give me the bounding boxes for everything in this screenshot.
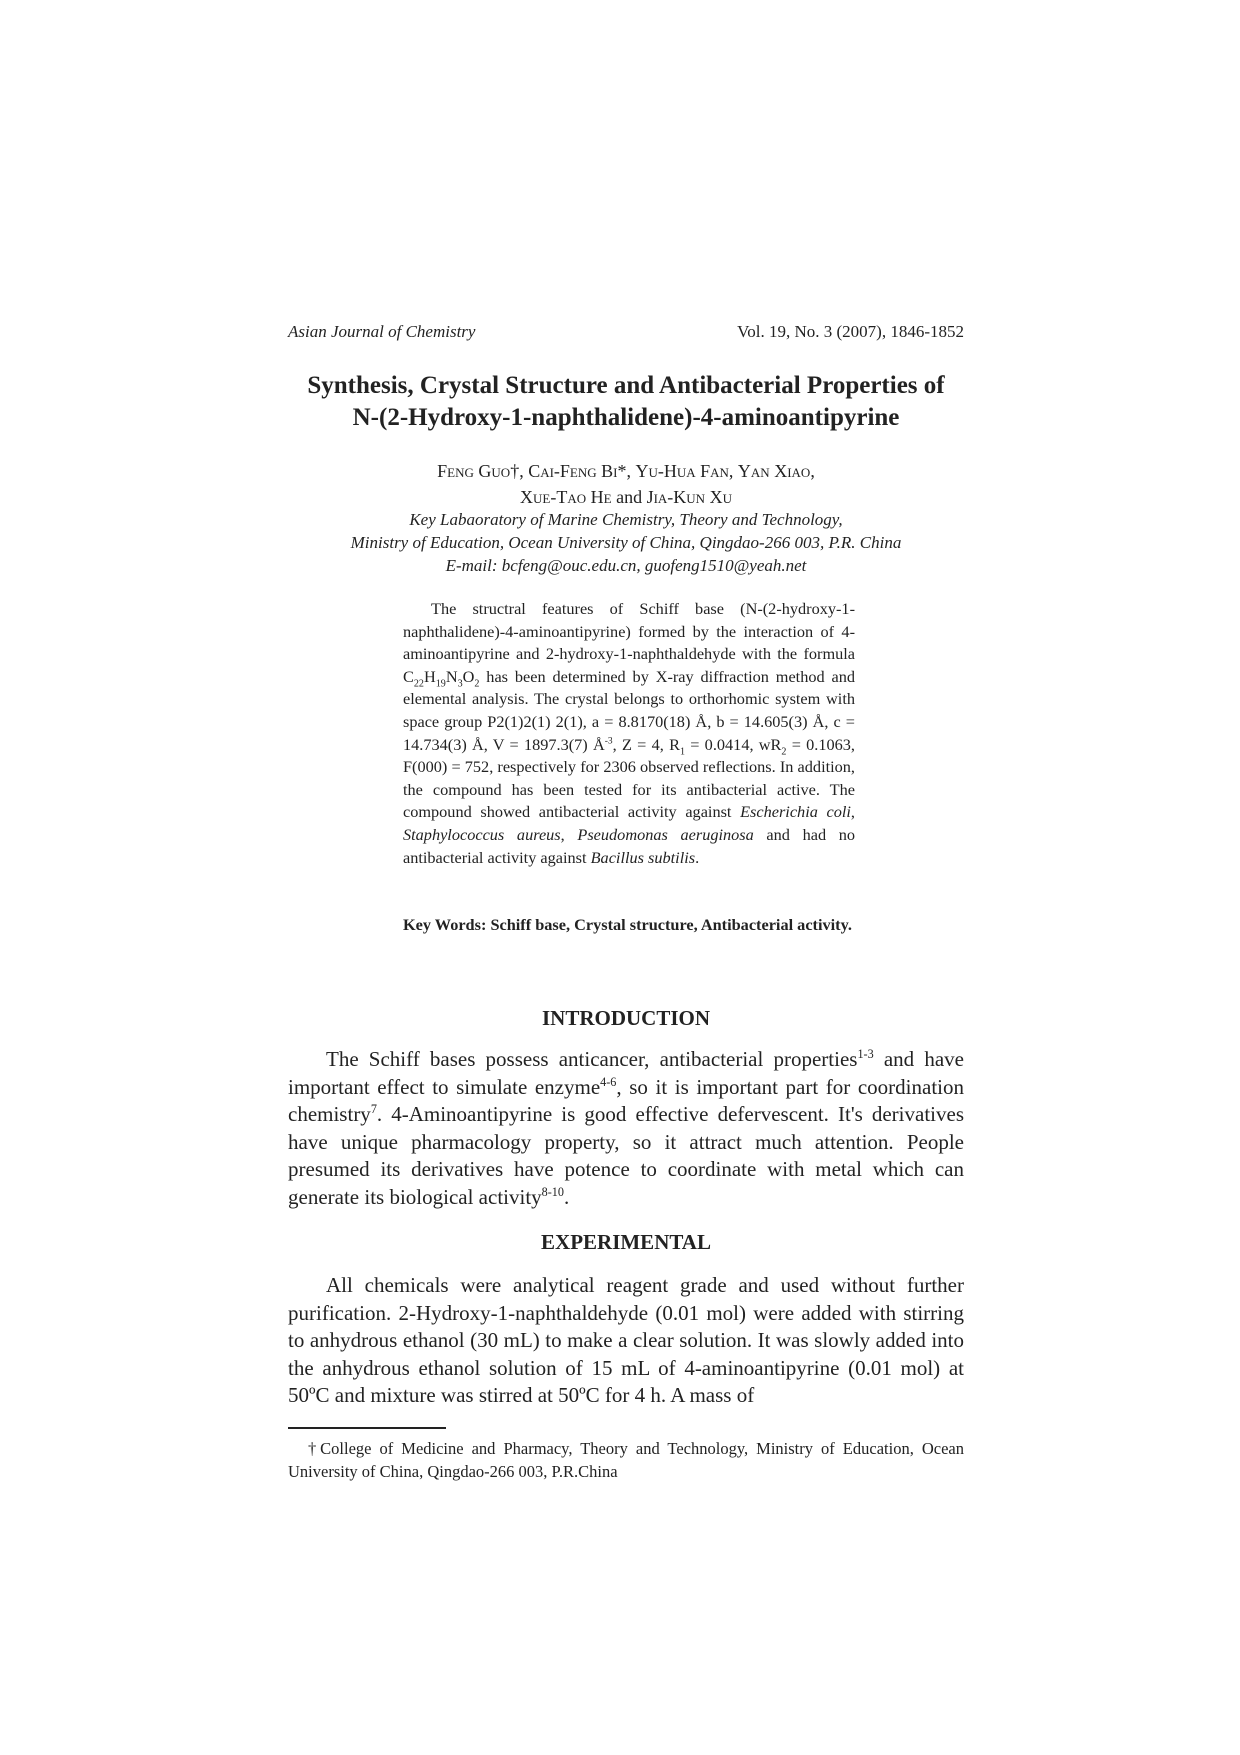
footnote-rule bbox=[288, 1427, 446, 1429]
subscript: 1 bbox=[679, 745, 685, 757]
paper-title bbox=[288, 370, 964, 434]
subscript: 3 bbox=[457, 678, 463, 690]
author-name: Cai-Feng Bi bbox=[528, 461, 618, 481]
superscript: -3 bbox=[604, 736, 613, 747]
experimental-body bbox=[288, 1272, 964, 1410]
body-text: , so it is important part for coordination chemistry bbox=[288, 1074, 964, 1127]
experimental-paragraph: All chemicals were analytical reagent grade and used without further purification. 2-Hydroxy-1-naphthaldehyde (0.01 mol) were added with stirring to anhydrous ethanol (30 mL) to make a clear solution. It was slowly added into the anhydrous ethanol solution of 15 mL of 4-aminoantipyrine (0.01 mol) at 50ºC and mixture was stirred at 50ºC for 4 h. A mass of bbox=[288, 1273, 964, 1408]
body-text: The Schiff bases possess anticancer, antibacterial properties bbox=[326, 1047, 858, 1071]
author-line-1 bbox=[288, 458, 964, 484]
author-separator: , bbox=[810, 461, 815, 481]
running-header bbox=[288, 322, 964, 348]
species-name: Bacillus subtilis bbox=[590, 847, 696, 867]
citation-ref: 8-10 bbox=[541, 1184, 564, 1199]
abstract-text: . bbox=[695, 847, 700, 867]
author-separator: , bbox=[728, 461, 738, 481]
citation-ref: 7 bbox=[370, 1102, 377, 1117]
citation-ref: 4-6 bbox=[600, 1074, 617, 1089]
abstract-text: N bbox=[445, 666, 458, 686]
email-line: E-mail: bcfeng@ouc.edu.cn, guofeng1510@yeah.net bbox=[445, 556, 807, 575]
author-name: Jia-Kun Xu bbox=[646, 487, 732, 507]
keywords: Key Words: Schiff base, Crystal structure, Antibacterial activity. bbox=[403, 915, 852, 934]
affiliation-line-2: Ministry of Education, Ocean University of China, Qingdao-266 003, P.R. China bbox=[350, 533, 902, 552]
abstract-text: , bbox=[850, 802, 855, 822]
species-name: Escherichia coli bbox=[740, 802, 851, 822]
footnote bbox=[288, 1437, 964, 1483]
author-conjunction: and bbox=[611, 487, 647, 507]
footnote-text: †College of Medicine and Pharmacy, Theory and Technology, Ministry of Education, Ocean University of China, Qingdao-266 003, P.R.China bbox=[288, 1439, 964, 1481]
species-name: Pseudomonas aeruginosa bbox=[577, 824, 754, 844]
affiliation-line-1: Key Labaoratory of Marine Chemistry, Theory and Technology, bbox=[409, 510, 843, 529]
affiliation bbox=[288, 508, 964, 577]
author-name: Xue-Tao He bbox=[520, 487, 612, 507]
introduction-heading: INTRODUCTION bbox=[541, 1006, 711, 1030]
introduction-paragraph bbox=[288, 1046, 964, 1212]
title-line-1: Synthesis, Crystal Structure and Antibacterial Properties of bbox=[307, 372, 945, 399]
title-line-2: N-(2-Hydroxy-1-naphthalidene)-4-aminoantipyrine bbox=[352, 404, 900, 431]
body-text: . bbox=[563, 1184, 570, 1209]
abstract-text: H bbox=[423, 666, 436, 686]
author-mark: †, bbox=[510, 461, 529, 481]
subscript: 19 bbox=[435, 678, 446, 690]
body-text: and have important effect to simulate enzyme bbox=[288, 1047, 964, 1099]
abstract-text: and had no antibacterial activity against bbox=[403, 824, 856, 867]
author-line-2 bbox=[288, 484, 964, 510]
citation-ref: 1-3 bbox=[857, 1047, 874, 1061]
species-name: Staphylococcus aureus bbox=[403, 824, 561, 844]
author-name: Yu-Hua Fan bbox=[635, 461, 729, 481]
author-mark: *, bbox=[617, 461, 636, 481]
abstract-text: The structral features of Schiff base (N-(2-hydroxy-1-naphthalidene)-4-aminoantipyrine) formed by the interaction of 4-aminoantipyrine and 2-hydroxy-1-naphthaldehyde with the formula C bbox=[403, 599, 855, 686]
abstract-text: = 0.1063, F(000) = 752, respectively for 2306 observed reflections. In addition, the compound has been tested for its antibacterial active. The compound showed antibacterial activity against bbox=[403, 734, 855, 822]
author-name: Feng Guo bbox=[437, 461, 511, 481]
subscript: 2 bbox=[474, 678, 480, 690]
author-list bbox=[288, 458, 964, 510]
abstract-paragraph bbox=[403, 598, 855, 869]
subscript: 22 bbox=[413, 678, 424, 690]
introduction-body bbox=[288, 1046, 964, 1212]
abstract-text: , bbox=[560, 824, 578, 844]
author-name: Yan Xiao bbox=[737, 461, 811, 481]
subscript: 2 bbox=[781, 745, 787, 757]
abstract-text: = 0.0414, wR bbox=[684, 734, 782, 754]
abstract-text: , Z = 4, R bbox=[612, 734, 680, 754]
body-text: . 4-Aminoantipyrine is good effective defervescent. It's derivatives have unique pharmacology property, so it attract much attention. People presumed its derivatives have potence to coordinate with metal which can generate its biological activity bbox=[288, 1102, 964, 1209]
experimental-heading: EXPERIMENTAL bbox=[541, 1230, 711, 1254]
volume-info: Vol. 19, No. 3 (2007), 1846-1852 bbox=[737, 322, 964, 341]
journal-name: Asian Journal of Chemistry bbox=[288, 322, 476, 341]
abstract-text: has been determined by X-ray diffraction method and elemental analysis. The crystal belongs to orthorhomic system with space group P2(1)2(1) 2(1), a = 8.8170(18) Å, b = 14.605(3) Å, c = 14.734(3) Å, V = 1897.3(7) Å bbox=[403, 666, 855, 754]
abstract-text: O bbox=[462, 666, 475, 686]
abstract bbox=[403, 598, 855, 869]
